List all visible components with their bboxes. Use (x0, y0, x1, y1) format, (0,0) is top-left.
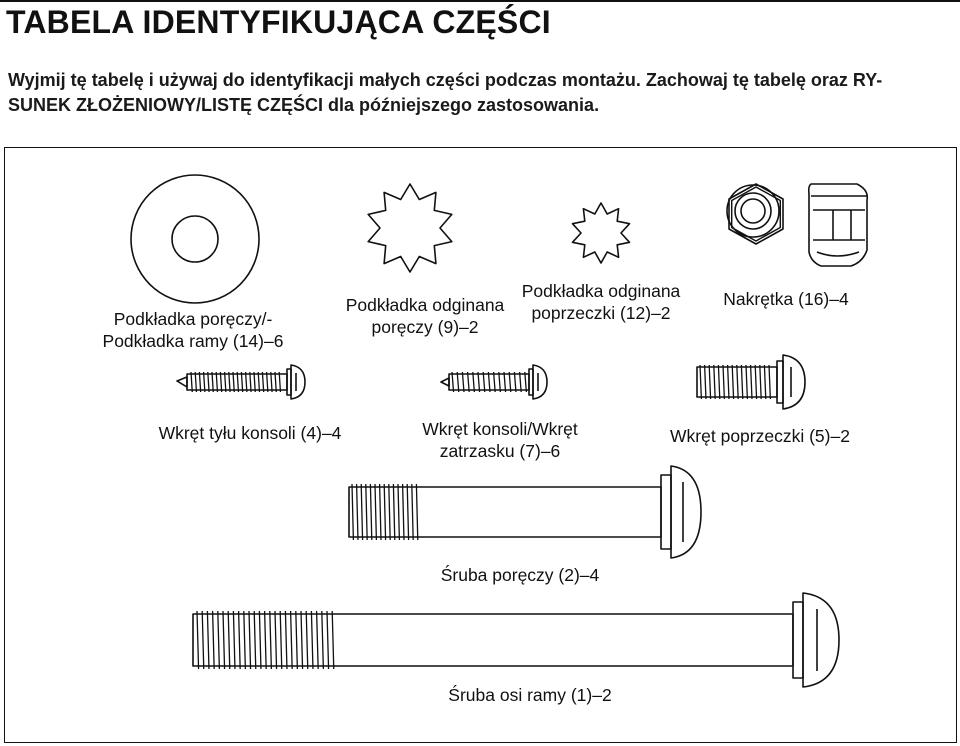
star-washer-large-icon (368, 184, 452, 272)
label-screw-4: Wkręt tyłu konsoli (4)–4 (158, 423, 342, 443)
label-screw-7: Wkręt konsoli/Wkręt zatrzasku (7)–6 (422, 419, 578, 461)
label-nut-16: Nakrętka (16)–4 (723, 289, 849, 309)
bolt-handrail-icon (349, 466, 701, 558)
bolt-frame-axle-icon (193, 593, 839, 687)
page-title: TABELA IDENTYFIKUJĄCA CZĘŚCI (6, 4, 551, 40)
label-bolt-1: Śruba osi ramy (1)–2 (448, 685, 612, 705)
nut-side-icon (809, 184, 868, 266)
label-star-washer-9: Podkładka odginana poręczy (9)–2 (345, 295, 505, 337)
screw-console-back-icon (177, 365, 305, 399)
parts-panel (4, 147, 957, 743)
top-rule (0, 0, 960, 2)
label-screw-5: Wkręt poprzeczki (5)–2 (670, 426, 850, 446)
flat-washer-icon (131, 175, 259, 303)
label-bolt-2: Śruba poręczy (2)–4 (440, 565, 600, 585)
nut-top-icon (727, 184, 783, 244)
label-washer-14: Podkładka poręczy/- Podkładka ramy (14)–6 (102, 309, 284, 351)
screw-crossbar-icon (697, 355, 805, 409)
intro-text: Wyjmij tę tabelę i używaj do identyfikacji małych części podczas montażu. Zachowaj tę tabelę oraz RY-SUNEK ZŁOŻENIOWY/LISTĘ CZĘŚCI dla późniejszego zastosowania. (8, 70, 883, 115)
screw-console-latch-icon (441, 365, 547, 399)
label-star-washer-12: Podkładka odginana poprzeczki (12)–2 (521, 281, 681, 323)
star-washer-small-icon (573, 203, 630, 263)
